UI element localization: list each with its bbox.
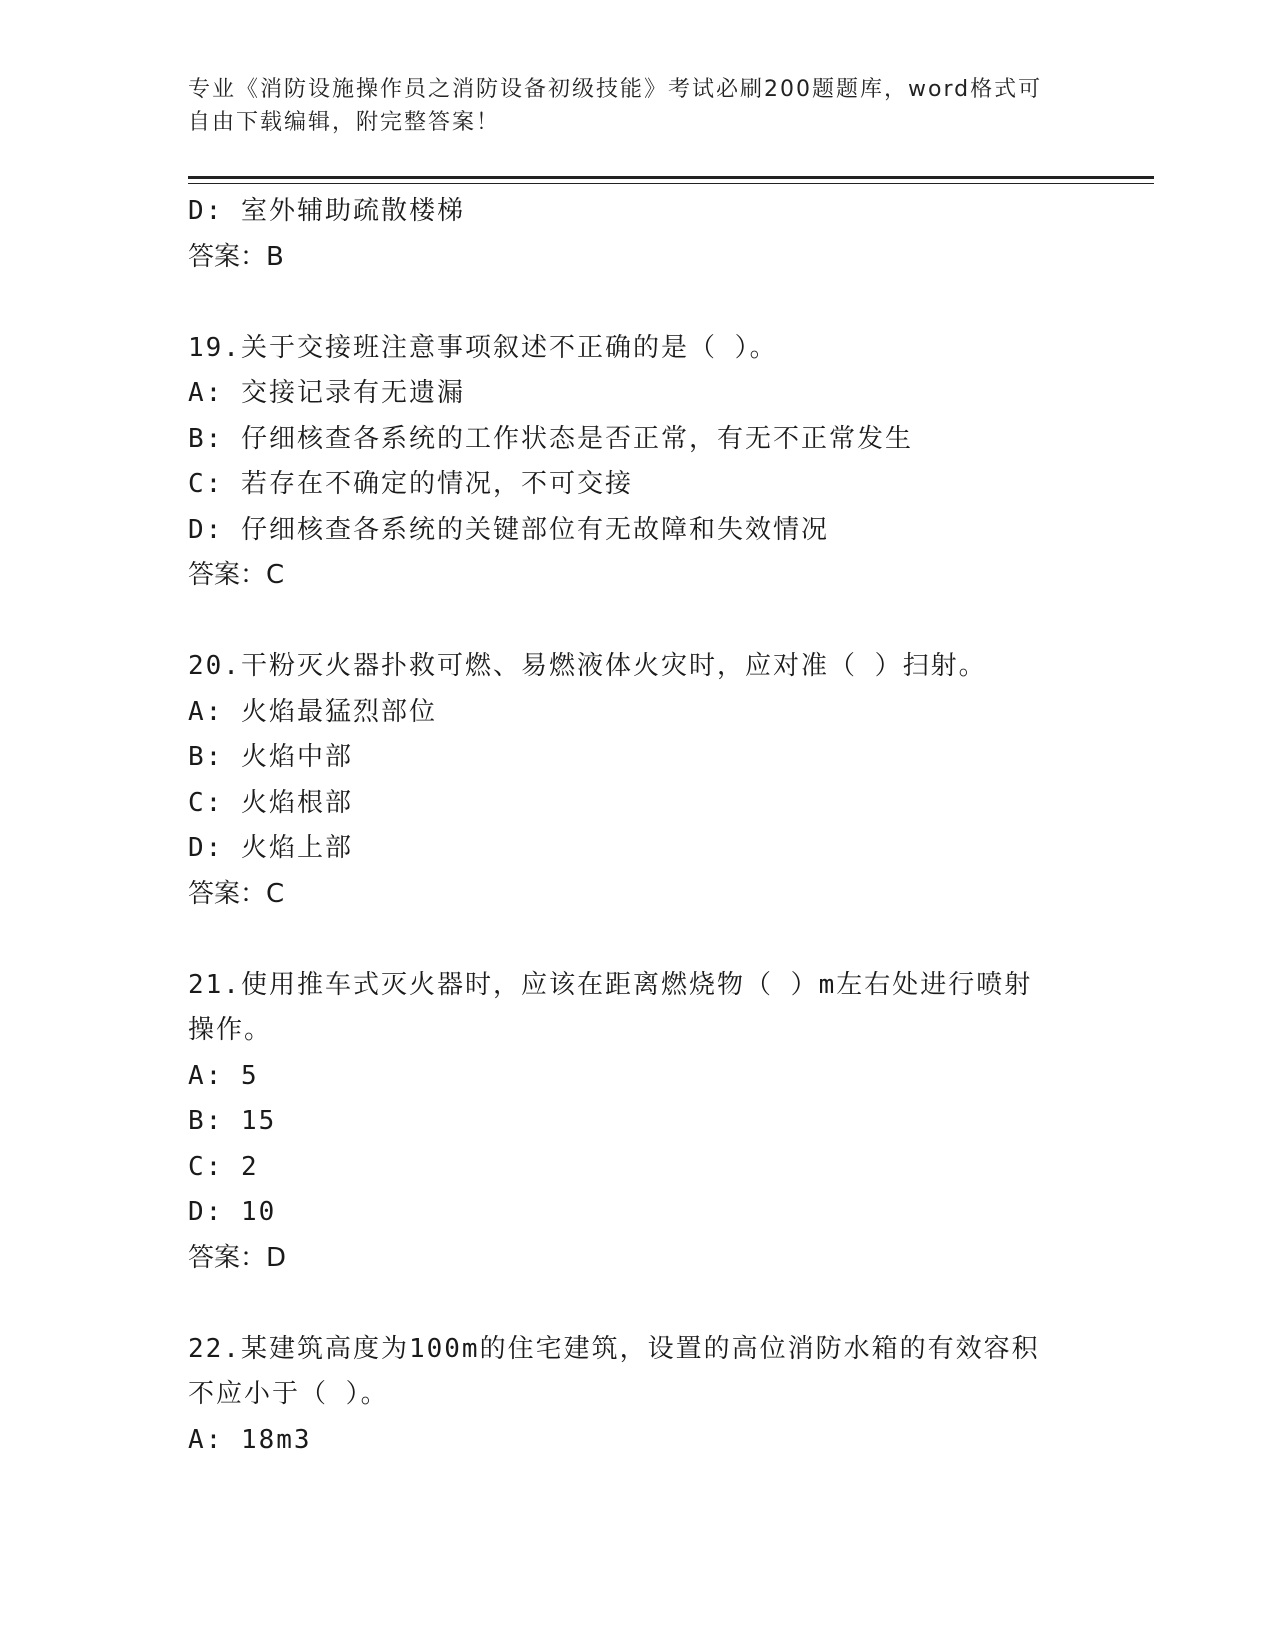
question-stem: 20.干粉灭火器扑救可燃、易燃液体火灾时，应对准（ ）扫射。 (188, 651, 987, 681)
answer-label: 答案：D (188, 1242, 287, 1273)
option-a: A: 5 (188, 1060, 259, 1091)
header-divider-thick (188, 176, 1154, 179)
option-d: D: 火焰上部 (188, 833, 353, 863)
spacer (188, 280, 1088, 326)
question-stem: 19.关于交接班注意事项叙述不正确的是（ ）。 (188, 332, 778, 363)
option-c: C: 2 (188, 1151, 259, 1182)
option-d: D: 仔细核查各系统的关键部位有无故障和失效情况 (188, 514, 829, 545)
header-line-1: 专业《消防设施操作员之消防设备初级技能》考试必刷200题题库，word格式可 (188, 77, 1043, 102)
question-stem: 21.使用推车式灭火器时，应该在距离燃烧物（ ）m左右处进行喷射 (188, 969, 1033, 1000)
option-c: C: 火焰根部 (188, 787, 353, 818)
header-divider-thin (188, 183, 1154, 184)
option-b: B: 火焰中部 (188, 742, 353, 772)
answer-label: 答案：C (188, 878, 285, 909)
option-d: D: 10 (188, 1197, 277, 1227)
question-19 (188, 326, 1088, 599)
option-b: B: 仔细核查各系统的工作状态是否正常，有无不正常发生 (188, 423, 913, 454)
question-stem: 22.某建筑高度为100m的住宅建筑，设置的高位消防水箱的有效容积 (188, 1333, 1040, 1364)
question-20 (188, 644, 1088, 917)
option-a: A: 18m3 (188, 1424, 312, 1455)
document-header (188, 73, 1088, 139)
option-c: C: 若存在不确定的情况，不可交接 (188, 469, 633, 499)
spacer (188, 599, 1088, 645)
answer-label: 答案：B (188, 241, 284, 272)
option-d: D: 室外辅助疏散楼梯 (188, 196, 465, 226)
question-stem-continued: 不应小于（ ）。 (188, 1379, 389, 1409)
option-b: B: 15 (188, 1106, 277, 1136)
question-22 (188, 1327, 1088, 1464)
question-21 (188, 963, 1088, 1282)
option-a: A: 交接记录有无遗漏 (188, 378, 465, 408)
answer-label: 答案：C (188, 560, 285, 590)
option-a: A: 火焰最猛烈部位 (188, 696, 437, 727)
spacer (188, 917, 1088, 963)
header-line-2: 自由下载编辑，附完整答案！ (188, 110, 501, 135)
question-stem-continued: 操作。 (188, 1015, 273, 1045)
question-list (188, 189, 1088, 1463)
spacer (188, 1281, 1088, 1327)
